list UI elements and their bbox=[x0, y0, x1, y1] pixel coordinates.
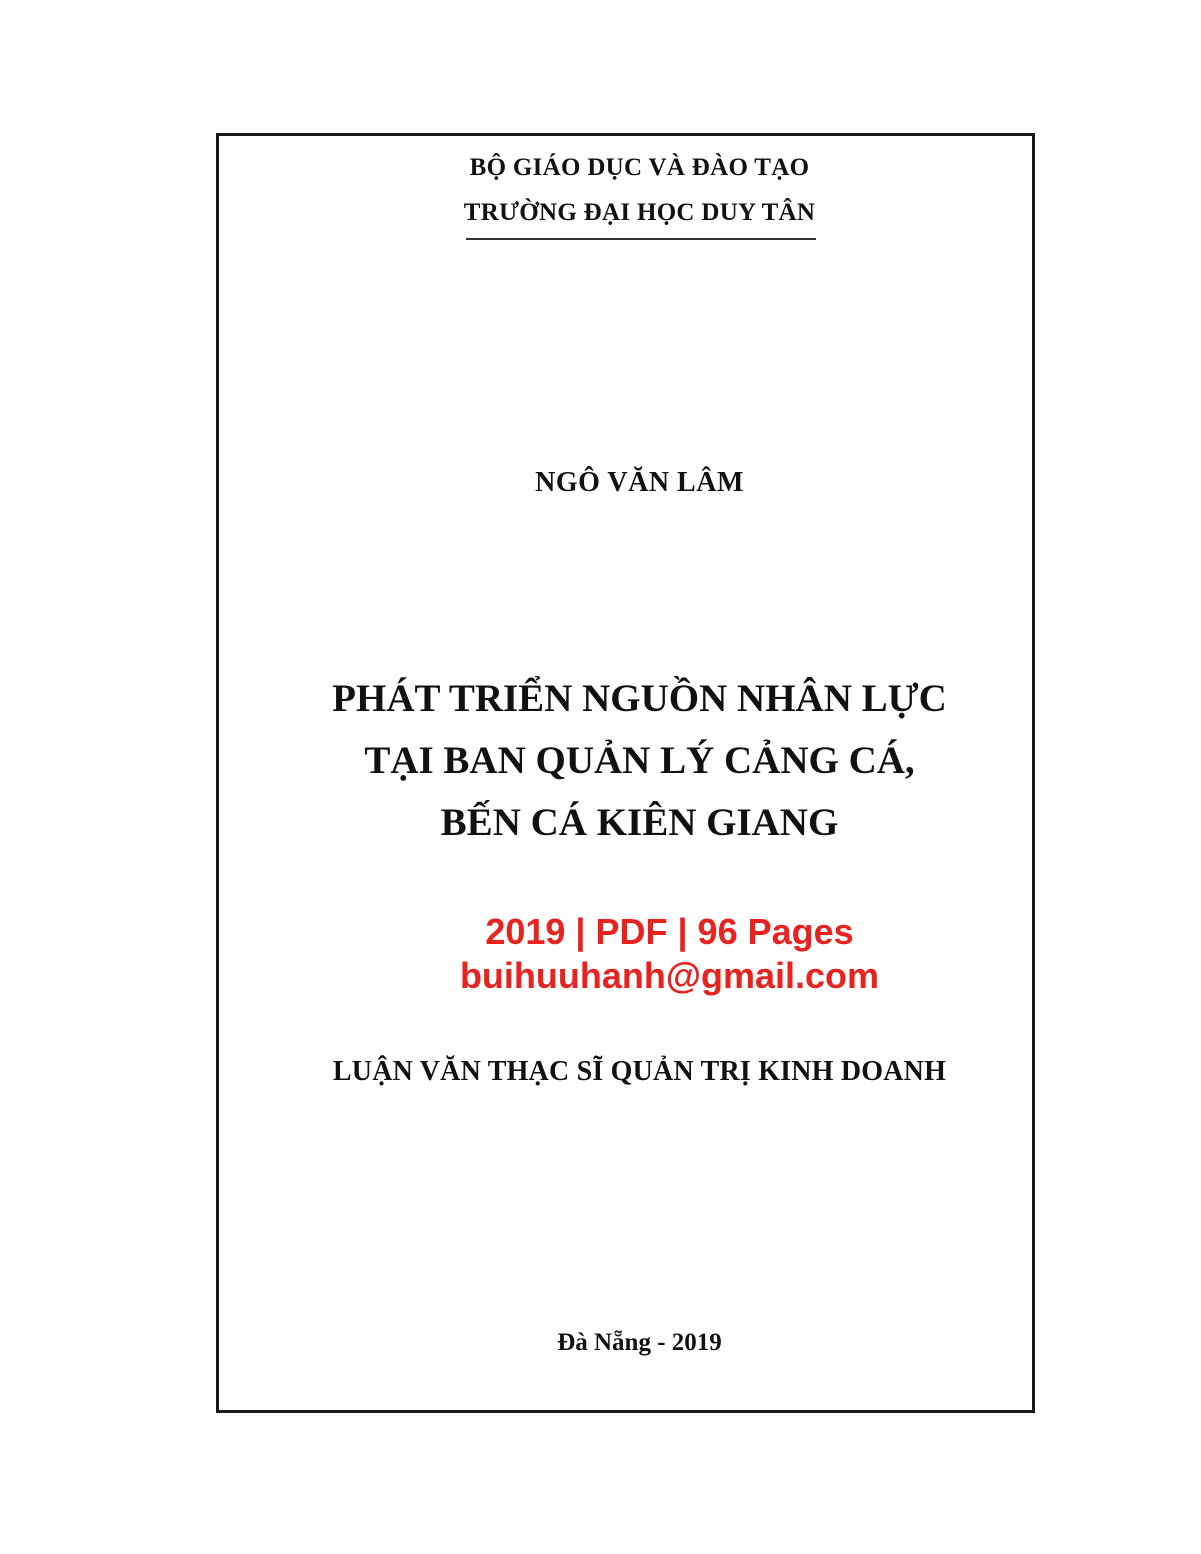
author-name: NGÔ VĂN LÂM bbox=[535, 467, 744, 498]
thesis-title bbox=[216, 668, 1063, 854]
watermark-email: buihuuhanh@gmail.com bbox=[459, 955, 880, 996]
header-underline bbox=[466, 238, 816, 240]
watermark-doc-info: 2019 | PDF | 96 Pages bbox=[485, 911, 854, 952]
university-name: TRƯỜNG ĐẠI HỌC DUY TÂN bbox=[463, 199, 816, 226]
thesis-title-line-1: PHÁT TRIỂN NGUỒN NHÂN LỰC bbox=[332, 677, 947, 720]
ministry-name: BỘ GIÁO DỤC VÀ ĐÀO TẠO bbox=[469, 154, 810, 181]
place-and-year: Đà Nẵng - 2019 bbox=[557, 1329, 722, 1356]
degree-label: LUẬN VĂN THẠC SĨ QUẢN TRỊ KINH DOANH bbox=[332, 1056, 947, 1087]
thesis-title-line-2: TẠI BAN QUẢN LÝ CẢNG CÁ, bbox=[364, 739, 915, 782]
thesis-title-line-3: BẾN CÁ KIÊN GIANG bbox=[440, 801, 839, 844]
red-watermark bbox=[216, 910, 1123, 998]
